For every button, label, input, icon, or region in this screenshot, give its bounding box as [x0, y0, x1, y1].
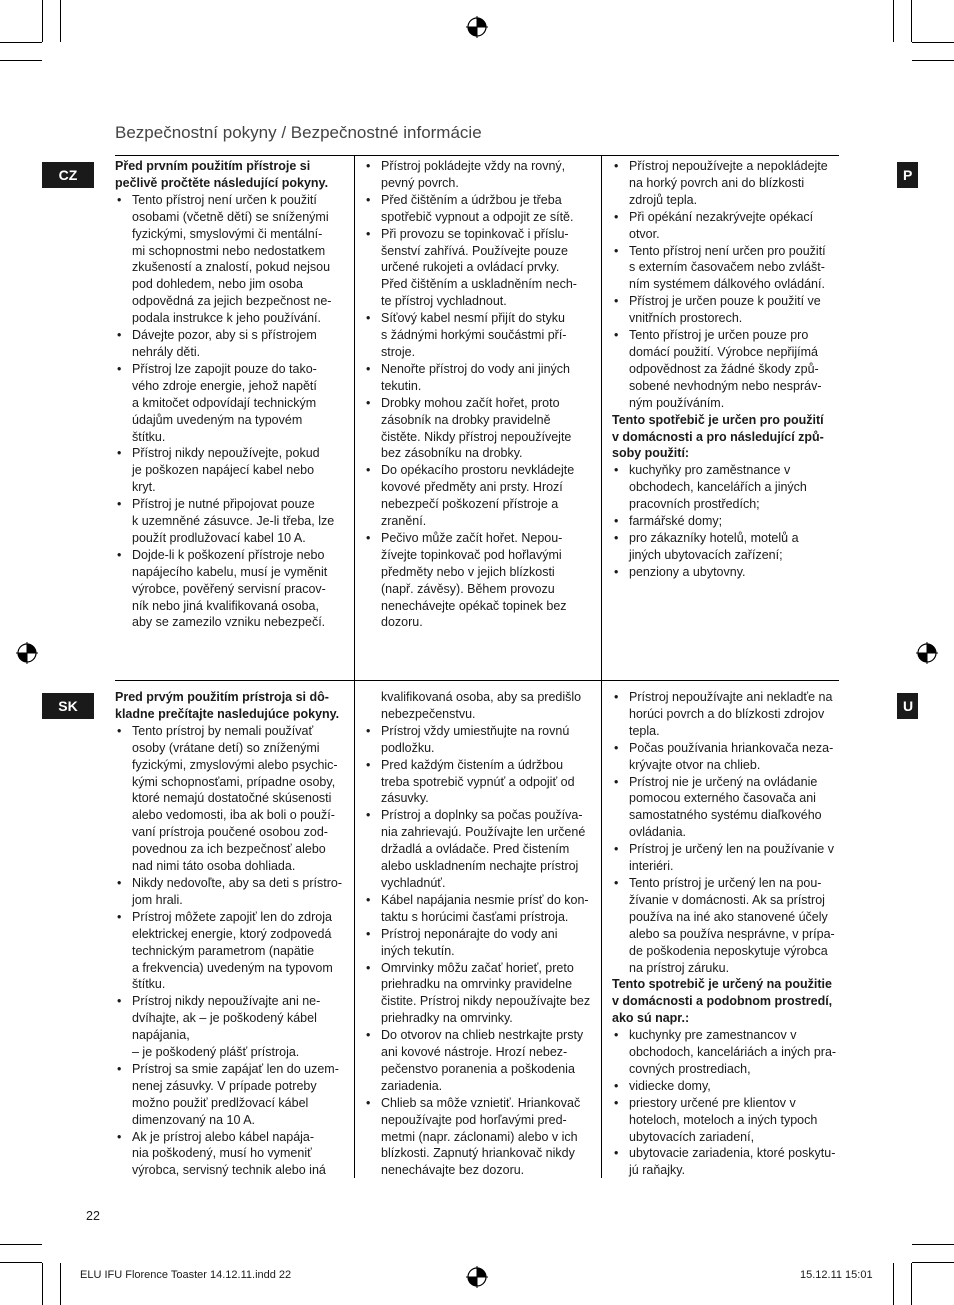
list-item: • Tento přístroj není určen pro použití s externím časovačem nebo zvlášt- ním systémem dálkového ovládání. — [612, 243, 840, 294]
list-item: • Přístroj nikdy nepoužívejte, pokud je poškozen napájecí kabel nebo kryt. — [115, 445, 343, 496]
list-item: • Omrvinky môžu začať horieť, preto priehradku na omrvinky pravidelne čistite. Prístroj nikdy nepoužívajte bez priehradky na omrvinky. — [364, 960, 592, 1028]
crop-mark — [912, 60, 954, 61]
footer-timestamp: 15.12.11 15:01 — [800, 1269, 873, 1281]
sk-usage-heading: Tento spotrebič je určený na použitie v domácnosti a podobnom prostredí, ako sú napr.: — [612, 977, 833, 1026]
crop-mark — [42, 0, 43, 42]
column-divider — [354, 155, 355, 680]
language-tag-sk: SK — [42, 693, 94, 719]
list-item: • Do otvorov na chlieb nestrkajte prsty ani kovové nástroje. Hrozí nebez- pečenstvo poranenia a poškodenia zariadenia. — [364, 1027, 592, 1095]
list-item: • Prístroj je určený len na používanie v interiéri. — [612, 841, 840, 875]
crop-mark — [912, 1244, 954, 1245]
column-divider — [601, 155, 602, 680]
cz-usage-heading: Tento spotřebič je určen pro použití v domácnosti a pro následující způ- soby použití: — [612, 412, 824, 461]
column-divider — [601, 680, 602, 1178]
registration-mark-icon — [916, 642, 938, 664]
language-tag-cz: CZ — [42, 162, 94, 188]
cz-heading: Před prvním použitím přístroje si pečlivě pročtěte následující pokyny. — [115, 159, 329, 190]
registration-mark-icon — [16, 642, 38, 664]
sk-column-1 — [115, 689, 343, 1179]
list-item: • Přístroj je určen pouze k použití ve vnitřních prostorech. — [612, 293, 840, 327]
list-item: • Prístroj neponárajte do vody ani iných tekutín. — [364, 926, 592, 960]
cz-list-2 — [364, 158, 592, 631]
list-item: • Do opékacího prostoru nevkládejte kovové předměty ani prsty. Hrozí nebezpečí poškození přístroje a zranění. — [364, 462, 592, 530]
sk-list-3 — [612, 689, 840, 976]
crop-mark — [60, 0, 61, 42]
list-item: • Přístroj lze zapojit pouze do tako- vého zdroje energie, jehož napětí a kmitočet odpovídají technickým údajům uvedeným na typovém štítku. — [115, 361, 343, 446]
sk-column-3 — [612, 689, 840, 1179]
page-number: 22 — [86, 1209, 100, 1223]
list-item: • Přístroj je nutné připojovat pouze k uzemněné zásuvce. Je-li třeba, lze použít prodlužovací kabel 10 A. — [115, 496, 343, 547]
crop-mark — [42, 1263, 43, 1305]
list-item: • kuchyňky pro zaměstnance v obchodech, kancelářích a jiných pracovních prostředích; — [612, 462, 840, 513]
list-item: • Tento prístroj by nemali používať osoby (vrátane detí) so zníženými fyzickými, zmyslovými alebo psychic- kými schopnosťami, prípadne osoby, ktoré nemajú dostatočné skúsenosti alebo vedomosti, iba ak boli o použí- vaní prístroja poučené osobou zod- povednou za ich bezpečnosť alebo nad nimi táto osoba dohliada. — [115, 723, 343, 875]
crop-mark — [60, 1263, 61, 1305]
list-item: • penziony a ubytovny. — [612, 564, 840, 581]
registration-mark-icon — [466, 16, 488, 38]
list-item: • Pečivo může začít hořet. Nepou- žívejte topinkovač pod hořlavými předměty nebo v jejich blízkosti (např. závěsy). Během provozu nenechávejte opékač topinek bez dozoru. — [364, 530, 592, 631]
list-item: • Dávejte pozor, aby si s přístrojem nehrály děti. — [115, 327, 343, 361]
list-item: • Prístroj nikdy nepoužívajte ani ne- dvíhajte, ak – je poškodený kábel napájania, – je poškodený plášť prístroja. — [115, 993, 343, 1061]
sk-continuation-text: kvalifikovaná osoba, aby sa predišlo nebezpečenstvu. — [381, 690, 582, 721]
cz-usage-list — [612, 462, 840, 580]
list-item: • ubytovacie zariadenia, ktoré poskytu- jú raňajky. — [612, 1145, 840, 1179]
sk-usage-list — [612, 1027, 840, 1179]
list-item: • Dojde-li k poškození přístroje nebo napájecího kabelu, musí je vyměnit výrobce, pověřený servisní pracov- ník nebo jiná kvalifikovaná osoba, aby se zamezilo vzniku nebezpečí. — [115, 547, 343, 632]
cz-column-3 — [612, 158, 840, 581]
cz-column-2 — [364, 158, 592, 631]
crop-mark — [893, 1263, 894, 1305]
crop-mark — [911, 1263, 912, 1305]
list-item: • priestory určené pre klientov v hoteloch, moteloch a iných typoch ubytovacích zariadení, — [612, 1095, 840, 1146]
footer-file-info: ELU IFU Florence Toaster 14.12.11.indd 22 — [80, 1269, 292, 1281]
list-item: • Ak je prístroj alebo kábel napája- nia poškodený, musí ho vymeniť výrobca, servisný technik alebo iná — [115, 1129, 343, 1180]
crop-mark — [0, 42, 42, 43]
sk-heading: Pred prvým použitím prístroja si dô- kladne prečítajte nasledujúce pokyny. — [115, 690, 340, 721]
crop-mark — [912, 42, 954, 43]
list-item: • Při provozu se topinkovač i příslu- šenství zahřívá. Používejte pouze určené rukojeti a ovládací prvky. Před čištěním a uskladněním nech- te přístroj vychladnout. — [364, 226, 592, 311]
list-item: • Prístroj nie je určený na ovládanie pomocou externého časovača ani samostatného systému diaľkového ovládania. — [612, 774, 840, 842]
list-item: • Tento přístroj je určen pouze pro domácí použití. Výrobce nepřijímá odpovědnost za žádné škody způ- sobené nevhodným nebo nespráv- ným používáním. — [612, 327, 840, 412]
list-item: • Prístroj môžete zapojiť len do zdroja elektrickej energie, ktorý zodpovedá technickým parametrom (napätie a frekvencia) uvedeným na typovom štítku. — [115, 909, 343, 994]
list-item: • Tento prístroj je určený len na pou- žívanie v domácnosti. Ak sa prístroj používa na iné ako stanovené účely alebo sa používa nesprávne, v prípa- de poškodenia neposkytuje výrobca na prístroj záruku. — [612, 875, 840, 976]
list-item: • Pred každým čistením a údržbou treba spotrebič vypnúť a odpojiť od zásuvky. — [364, 757, 592, 808]
list-item: • Prístroj sa smie zapájať len do uzem- nenej zásuvky. V prípade potreby možno použiť predlžovací kábel dimenzovaný na 10 A. — [115, 1061, 343, 1129]
list-item: • Kábel napájania nesmie prísť do kon- taktu s horúcimi časťami prístroja. — [364, 892, 592, 926]
divider — [115, 680, 839, 681]
list-item: • pro zákazníky hotelů, motelů a jiných ubytovacích zařízení; — [612, 530, 840, 564]
list-item: • Při opékání nezakrývejte opékací otvor. — [612, 209, 840, 243]
list-item: • farmářské domy; — [612, 513, 840, 530]
page-title: Bezpečnostní pokyny / Bezpečnostné informácie — [115, 123, 482, 142]
language-tag-right-top: P — [897, 162, 918, 188]
column-divider — [354, 680, 355, 1178]
registration-mark-icon — [466, 1266, 488, 1288]
list-item: • vidiecke domy, — [612, 1078, 840, 1095]
language-tag-right-bottom: U — [897, 693, 918, 719]
sk-column-2 — [364, 689, 592, 1179]
list-item: • Prístroj vždy umiestňujte na rovnú podložku. — [364, 723, 592, 757]
sk-list-2 — [364, 723, 592, 1179]
list-item: • Počas používania hriankovača neza- krývajte otvor na chlieb. — [612, 740, 840, 774]
crop-mark — [912, 1262, 954, 1263]
crop-mark — [911, 0, 912, 42]
crop-mark — [0, 1262, 42, 1263]
crop-mark — [0, 1244, 42, 1245]
list-item: • Před čištěním a údržbou je třeba spotřebič vypnout a odpojit ze sítě. — [364, 192, 592, 226]
sk-list-1 — [115, 723, 343, 1179]
list-item: • Přístroj nepoužívejte a nepokládejte na horký povrch ani do blízkosti zdrojů tepla. — [612, 158, 840, 209]
cz-list-3 — [612, 158, 840, 412]
cz-column-1 — [115, 158, 343, 631]
list-item: • Prístroj a doplnky sa počas používa- nia zahrievajú. Používajte len určené držadlá a ovládače. Pred čistením alebo uskladnením nechajte prístroj vychladnúť. — [364, 807, 592, 892]
cz-list-1 — [115, 192, 343, 632]
list-item: • Chlieb sa môže vznietiť. Hriankovač nepoužívajte pod horľavými pred- metmi (napr. záclonami) alebo v ich blízkosti. Zapnutý hriankovač nikdy nenechávajte bez dozoru. — [364, 1095, 592, 1180]
list-item: • Prístroj nepoužívajte ani nekladťe na horúci povrch a do blízkosti zdrojov tepla. — [612, 689, 840, 740]
list-item: • Nenořte přístroj do vody ani jiných tekutin. — [364, 361, 592, 395]
list-item: • Přístroj pokládejte vždy na rovný, pevný povrch. — [364, 158, 592, 192]
list-item: • Tento přístroj není určen k použití osobami (včetně dětí) se sníženými fyzickými, smyslovými či mentální- mi schopnostmi nebo nedostatkem zkušeností a znalostí, pokud nejsou pod dohledem, nebo jim osoba odpovědná za jejich bezpečnost ne- podala instrukce k jeho používání. — [115, 192, 343, 327]
crop-mark — [893, 0, 894, 42]
divider — [115, 155, 839, 156]
list-item: • Nikdy nedovoľte, aby sa deti s prístro- jom hrali. — [115, 875, 343, 909]
list-item: • Síťový kabel nesmí přijít do styku s žádnými horkými součástmi pří- stroje. — [364, 310, 592, 361]
crop-mark — [0, 60, 42, 61]
list-item: • Drobky mohou začít hořet, proto zásobník na drobky pravidelně čistěte. Nikdy přístroj nepoužívejte bez zásobníku na drobky. — [364, 395, 592, 463]
list-item: • kuchynky pre zamestnancov v obchodoch, kanceláriách a iných pra- covných prostrediach, — [612, 1027, 840, 1078]
